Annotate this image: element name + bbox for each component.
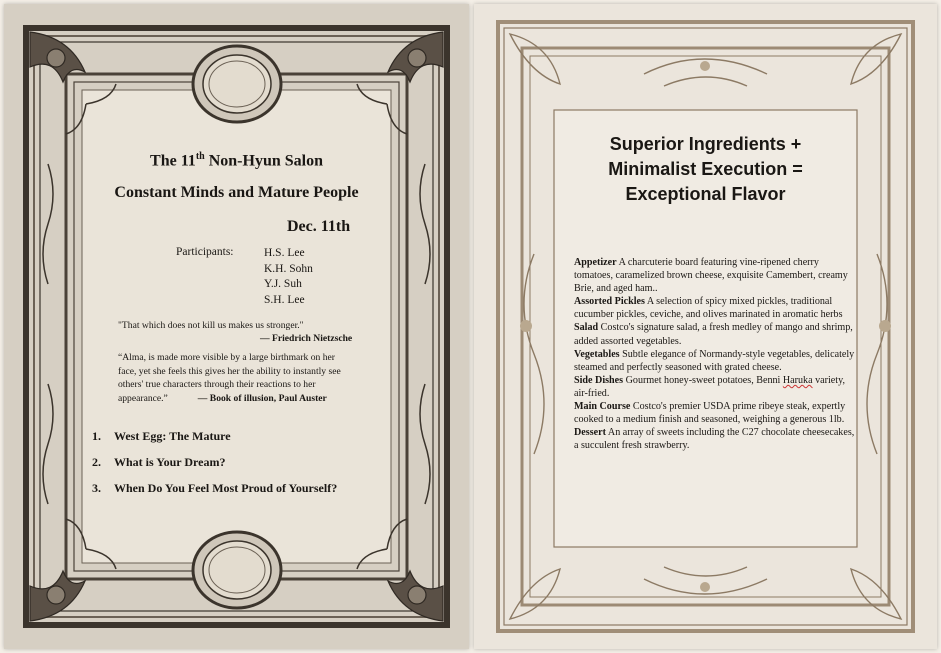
participant-name: K.H. Sohn [264,262,313,275]
menu-list [574,256,859,452]
participant-name: Y.J. Suh [264,278,302,290]
topic-item: 3. When Do You Feel Most Proud of Yourself? [92,481,338,495]
topic-item: 2. What is Your Dream? [92,455,226,469]
salon-date: Dec. 11th [287,218,351,235]
menu-item-main-course: Main Course Costco's premier USDA prime ribeye steak, expertly cooked to a medium finish and seasoned, weighing a generous 1lb. [574,401,846,426]
menu-item-appetizer: Appetizer A charcuterie board featuring vine-ripened cherry tomatoes, caramelized brown cheese, exquisite Camembert, creamy Brie, and aged ham.. [574,257,848,295]
participant-name: H.S. Lee [264,247,305,259]
menu-item-pickles: Assorted Pickles A selection of spicy mixed pickles, traditional cucumber pickles, ceviche, and olives marinated in aromatic herbs [574,296,843,321]
salon-subtitle: Constant Minds and Mature People [114,184,359,201]
invitation-card [4,4,469,649]
participant-name: S.H. Lee [264,293,305,306]
menu-item-side-dishes: Side Dishes Gourmet honey-sweet potatoes, Benni Haruka variety, air-fried. [574,374,846,399]
menu-item-vegetables: Vegetables Subtle elegance of Normandy-style vegetables, delicately steamed and perfectly seasoned with grated cheese. [574,348,855,373]
nietzsche-quote: "That which does not kill us makes us stronger." [118,320,304,331]
nietzsche-attribution: — Friedrich Nietzsche [260,333,353,344]
menu-title: Superior Ingredients + Minimalist Execution = Exceptional Flavor [608,134,803,204]
menu-item-dessert: Dessert An array of sweets including the C27 chocolate cheesecakes, a succulent fresh strawberry. [574,427,855,452]
salon-title: The 11th Non-Hyun Salon [150,151,323,170]
menu-card [474,4,937,649]
topic-list [92,429,337,507]
topic-item: 1. West Egg: The Mature [92,429,231,443]
menu-item-salad: Salad Costco's signature salad, a fresh medley of mango and shrimp, added assorted vegetables. [574,322,853,347]
auster-quote: “Alma, is made more visible by a large birthmark on her face, yet she feels this gives her the ability to instantly see others' true characters through their reactions to her appearance.” — Book of illusion, Paul Auster [118,352,341,404]
participants-list [264,246,313,308]
auster-attribution: — Book of illusion, Paul Auster [197,392,327,404]
participants-label: Participants: [176,246,234,258]
